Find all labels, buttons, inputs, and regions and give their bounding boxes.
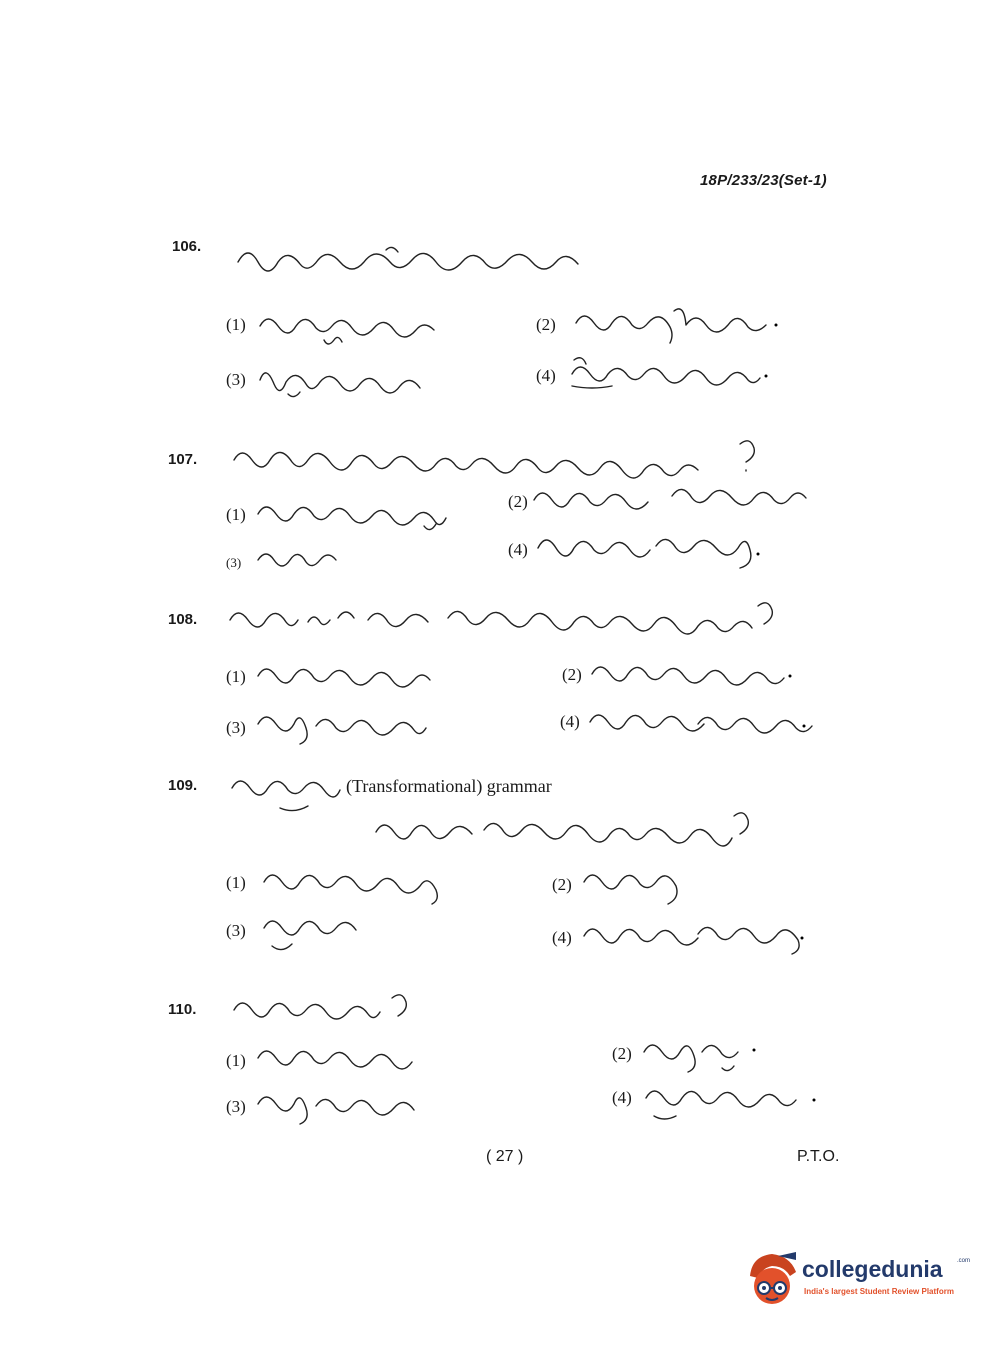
printed-question-109: (Transformational) grammar — [346, 776, 552, 796]
handwritten-option-109-3 — [262, 908, 372, 961]
handwritten-option-107-3 — [256, 542, 346, 581]
question-number-110: 110. — [168, 1001, 197, 1018]
handwritten-option-109-1 — [262, 862, 442, 909]
option-108-3: (3) — [226, 718, 246, 737]
collegedunia-logo — [744, 1250, 974, 1314]
option-106-2: (2) — [536, 315, 556, 334]
handwritten-option-106-2 — [574, 303, 784, 348]
option-109-3: (3) — [226, 921, 246, 940]
option-107-2: (2) — [508, 492, 528, 511]
option-106-1: (1) — [226, 315, 246, 334]
option-108-4: (4) — [560, 712, 580, 731]
handwritten-option-107-2 — [532, 476, 812, 525]
question-number-106: 106. — [172, 238, 202, 255]
handwritten-question-110 — [232, 990, 412, 1035]
brand-tld: .com — [957, 1258, 971, 1264]
handwritten-option-107-4 — [536, 524, 766, 573]
handwritten-option-109-4 — [582, 912, 812, 965]
brand-name: collegedunia — [802, 1256, 943, 1282]
option-109-4: (4) — [552, 928, 572, 947]
question-number-108: 108. — [168, 611, 198, 628]
handwritten-option-110-1 — [256, 1038, 416, 1085]
question-number-107: 107. — [168, 451, 198, 468]
option-108-1: (1) — [226, 667, 246, 686]
handwritten-option-106-1 — [258, 308, 438, 355]
option-110-4: (4) — [612, 1088, 632, 1107]
handwritten-question-106 — [236, 244, 606, 285]
handwritten-option-108-2 — [590, 654, 800, 699]
page-number: ( 27 ) — [486, 1148, 524, 1165]
option-106-3: (3) — [226, 370, 246, 389]
handwritten-option-110-4 — [644, 1076, 824, 1129]
option-110-3: (3) — [226, 1097, 246, 1116]
handwritten-option-106-4 — [570, 352, 770, 399]
handwritten-question-109-line2 — [374, 806, 754, 859]
handwritten-option-109-2 — [582, 862, 702, 911]
option-109-2: (2) — [552, 875, 572, 894]
option-110-2: (2) — [612, 1044, 632, 1063]
handwritten-option-108-4 — [588, 702, 812, 747]
pto-label: P.T.O. — [797, 1148, 840, 1165]
option-106-4: (4) — [536, 366, 556, 385]
option-107-3: (3) — [226, 555, 242, 570]
handwritten-option-107-1 — [256, 494, 446, 541]
handwritten-question-108 — [228, 596, 778, 645]
handwritten-option-108-3 — [256, 704, 426, 751]
option-107-4: (4) — [508, 540, 528, 559]
option-110-1: (1) — [226, 1051, 246, 1070]
paper-code: 18P/233/23(Set-1) — [700, 172, 827, 189]
handwritten-option-110-3 — [256, 1084, 426, 1131]
option-109-1: (1) — [226, 873, 246, 892]
option-108-2: (2) — [562, 665, 582, 684]
brand-tagline: India's largest Student Review Platform — [804, 1287, 954, 1296]
handwritten-question-109-prefix — [230, 770, 340, 825]
question-number-109: 109. — [168, 777, 198, 794]
option-107-1: (1) — [226, 505, 246, 524]
mascot-icon — [744, 1250, 800, 1319]
handwritten-option-106-3 — [258, 360, 428, 407]
handwritten-option-108-1 — [256, 656, 426, 703]
